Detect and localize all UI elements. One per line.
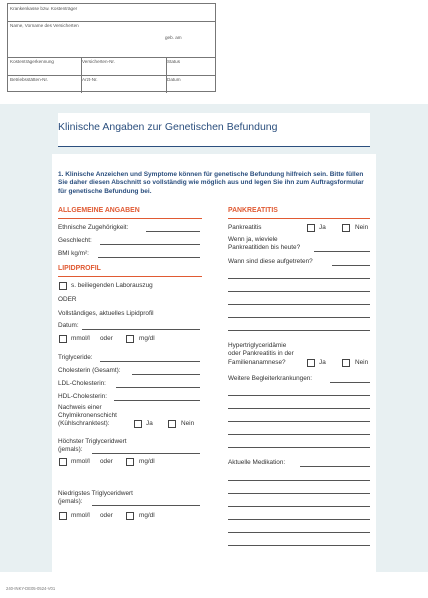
field-medication-line[interactable]: [228, 493, 370, 494]
checkbox-lab-report[interactable]: [59, 282, 67, 290]
label-highest-2: (jemals):: [58, 446, 83, 453]
label-chylo-ja: Ja: [146, 420, 153, 427]
ins-label-birthdate: geb. am: [165, 35, 182, 40]
ins-label-insured-nr: Versicherten-Nr.: [82, 59, 115, 64]
label-ethnicity: Ethnische Zugehörigkeit:: [58, 224, 129, 231]
left-gutter: [0, 154, 52, 572]
field-hdl[interactable]: [114, 400, 200, 401]
checkbox-mgdl-1[interactable]: [126, 335, 134, 343]
field-when[interactable]: [332, 265, 370, 266]
field-cholesterol[interactable]: [132, 374, 200, 375]
field-medication-line[interactable]: [228, 545, 370, 546]
field-medication[interactable]: [300, 466, 370, 467]
label-chylo-nein: Nein: [181, 420, 195, 427]
label-mmol-1: mmol/l: [71, 335, 90, 342]
label-how-many-1: Wenn ja, wieviele: [228, 236, 278, 243]
label-pancreatitis-nein: Nein: [355, 224, 369, 231]
field-other-diseases-line[interactable]: [228, 434, 370, 435]
form-body: [52, 154, 376, 572]
section-heading-lipid: LIPIDPROFIL: [58, 265, 101, 272]
ins-label-date: Datum: [167, 77, 181, 82]
checkbox-pancreatitis-ja[interactable]: [307, 224, 315, 232]
label-highest-1: Höchster Triglyceridwert: [58, 438, 127, 445]
label-family-ja: Ja: [319, 359, 326, 366]
ins-label-name: Name, Vorname des Versicherten: [10, 23, 79, 28]
header-band: [0, 104, 428, 154]
field-triglyceride[interactable]: [100, 361, 200, 362]
document-code: 240-INKY-DE05-0524-V01: [6, 586, 56, 591]
checkbox-family-nein[interactable]: [342, 359, 350, 367]
section-heading-pancreatitis: PANKREATITIS: [228, 207, 278, 214]
ins-label-carrier-id: Kostenträgerkennung: [10, 59, 54, 64]
field-when-line[interactable]: [228, 330, 370, 331]
label-hdl: HDL-Cholesterin:: [58, 393, 108, 400]
label-pancreatitis: Pankreatitis: [228, 224, 262, 231]
label-other-diseases: Weitere Begleiterkrankungen:: [228, 375, 313, 382]
ins-label-status: Status: [167, 59, 181, 64]
field-bmi[interactable]: [98, 257, 200, 258]
field-when-line[interactable]: [228, 278, 370, 279]
ins-label-site-nr: Betriebsstätten-Nr.: [10, 77, 49, 82]
checkbox-mgdl-2[interactable]: [126, 458, 134, 466]
label-profile-date: Datum:: [58, 322, 79, 329]
field-medication-line[interactable]: [228, 480, 370, 481]
label-mmol-2: mmol/l: [71, 458, 90, 465]
field-other-diseases[interactable]: [330, 382, 370, 383]
label-oder-1: oder: [100, 335, 113, 342]
checkbox-family-ja[interactable]: [307, 359, 315, 367]
field-other-diseases-line[interactable]: [228, 408, 370, 409]
label-mmol-3: mmol/l: [71, 512, 90, 519]
checkbox-chylo-nein[interactable]: [168, 420, 176, 428]
field-other-diseases-line[interactable]: [228, 447, 370, 448]
label-ldl: LDL-Cholesterin:: [58, 380, 106, 387]
field-medication-line[interactable]: [228, 519, 370, 520]
field-profile-date[interactable]: [82, 329, 200, 330]
field-how-many[interactable]: [314, 251, 370, 252]
label-lowest-2: (jemals):: [58, 498, 83, 505]
field-medication-line[interactable]: [228, 532, 370, 533]
checkbox-chylo-ja[interactable]: [134, 420, 142, 428]
label-family-nein: Nein: [355, 359, 369, 366]
label-cholesterol: Cholesterin (Gesamt):: [58, 367, 121, 374]
field-ethnicity[interactable]: [146, 231, 200, 232]
label-family-2: oder Pankreatitis in der: [228, 350, 294, 357]
right-gutter: [376, 154, 428, 572]
label-when: Wann sind diese aufgetreten?: [228, 258, 313, 265]
label-lowest-1: Niedrigstes Triglyceridwert: [58, 490, 133, 497]
section-heading-general: ALLGEMEINE ANGABEN: [58, 207, 140, 214]
label-or: ODER: [58, 296, 77, 303]
field-when-line[interactable]: [228, 317, 370, 318]
label-chylo-3: (Kühlschranktest):: [58, 420, 110, 427]
field-when-line[interactable]: [228, 304, 370, 305]
field-highest[interactable]: [92, 453, 200, 454]
field-gender[interactable]: [100, 244, 200, 245]
ins-label-doctor-nr: Arzt-Nr.: [82, 77, 98, 82]
label-oder-2: oder: [100, 458, 113, 465]
intro-text: 1. Klinische Anzeichen und Symptome können für genetische Befundung hilfreich sein. Bitte füllen Sie daher diesen Abschnitt so vollständig wie möglich aus und legen Sie ihn zum Auftragsformular für genetische Befundung bei.: [58, 171, 364, 195]
label-how-many-2: Pankreatitiden bis heute?: [228, 244, 301, 251]
label-gender: Geschlecht:: [58, 237, 92, 244]
label-chylo-1: Nachweis einer: [58, 404, 102, 411]
checkbox-mmol-1[interactable]: [59, 335, 67, 343]
label-family-1: Hypertriglyceridämie: [228, 342, 287, 349]
label-mgdl-3: mg/dl: [139, 512, 155, 519]
label-oder-3: oder: [100, 512, 113, 519]
checkbox-pancreatitis-nein[interactable]: [342, 224, 350, 232]
label-family-3: Familienanamnese?: [228, 359, 286, 366]
page-title: Klinische Angaben zur Genetischen Befundung: [58, 121, 278, 133]
field-medication-line[interactable]: [228, 506, 370, 507]
field-other-diseases-line[interactable]: [228, 395, 370, 396]
label-full-profile: Vollständiges, aktuelles Lipidprofil: [58, 310, 154, 317]
label-chylo-2: Chylmikronenschicht: [58, 412, 117, 419]
label-bmi: BMI kg/m²:: [58, 250, 89, 257]
checkbox-mmol-3[interactable]: [59, 512, 67, 520]
field-when-line[interactable]: [228, 291, 370, 292]
checkbox-mgdl-3[interactable]: [126, 512, 134, 520]
checkbox-mmol-2[interactable]: [59, 458, 67, 466]
field-lowest[interactable]: [92, 505, 200, 506]
label-pancreatitis-ja: Ja: [319, 224, 326, 231]
label-medication: Aktuelle Medikation:: [228, 459, 286, 466]
label-mgdl-1: mg/dl: [139, 335, 155, 342]
field-other-diseases-line[interactable]: [228, 421, 370, 422]
ins-label-insurer: Krankenkasse bzw. Kostenträger: [10, 6, 78, 11]
insurance-box: [7, 3, 216, 92]
label-lab-report: s. beiliegenden Laborauszug: [71, 282, 153, 289]
label-mgdl-2: mg/dl: [139, 458, 155, 465]
field-ldl[interactable]: [116, 387, 200, 388]
label-triglyceride: Triglyceride:: [58, 354, 93, 361]
